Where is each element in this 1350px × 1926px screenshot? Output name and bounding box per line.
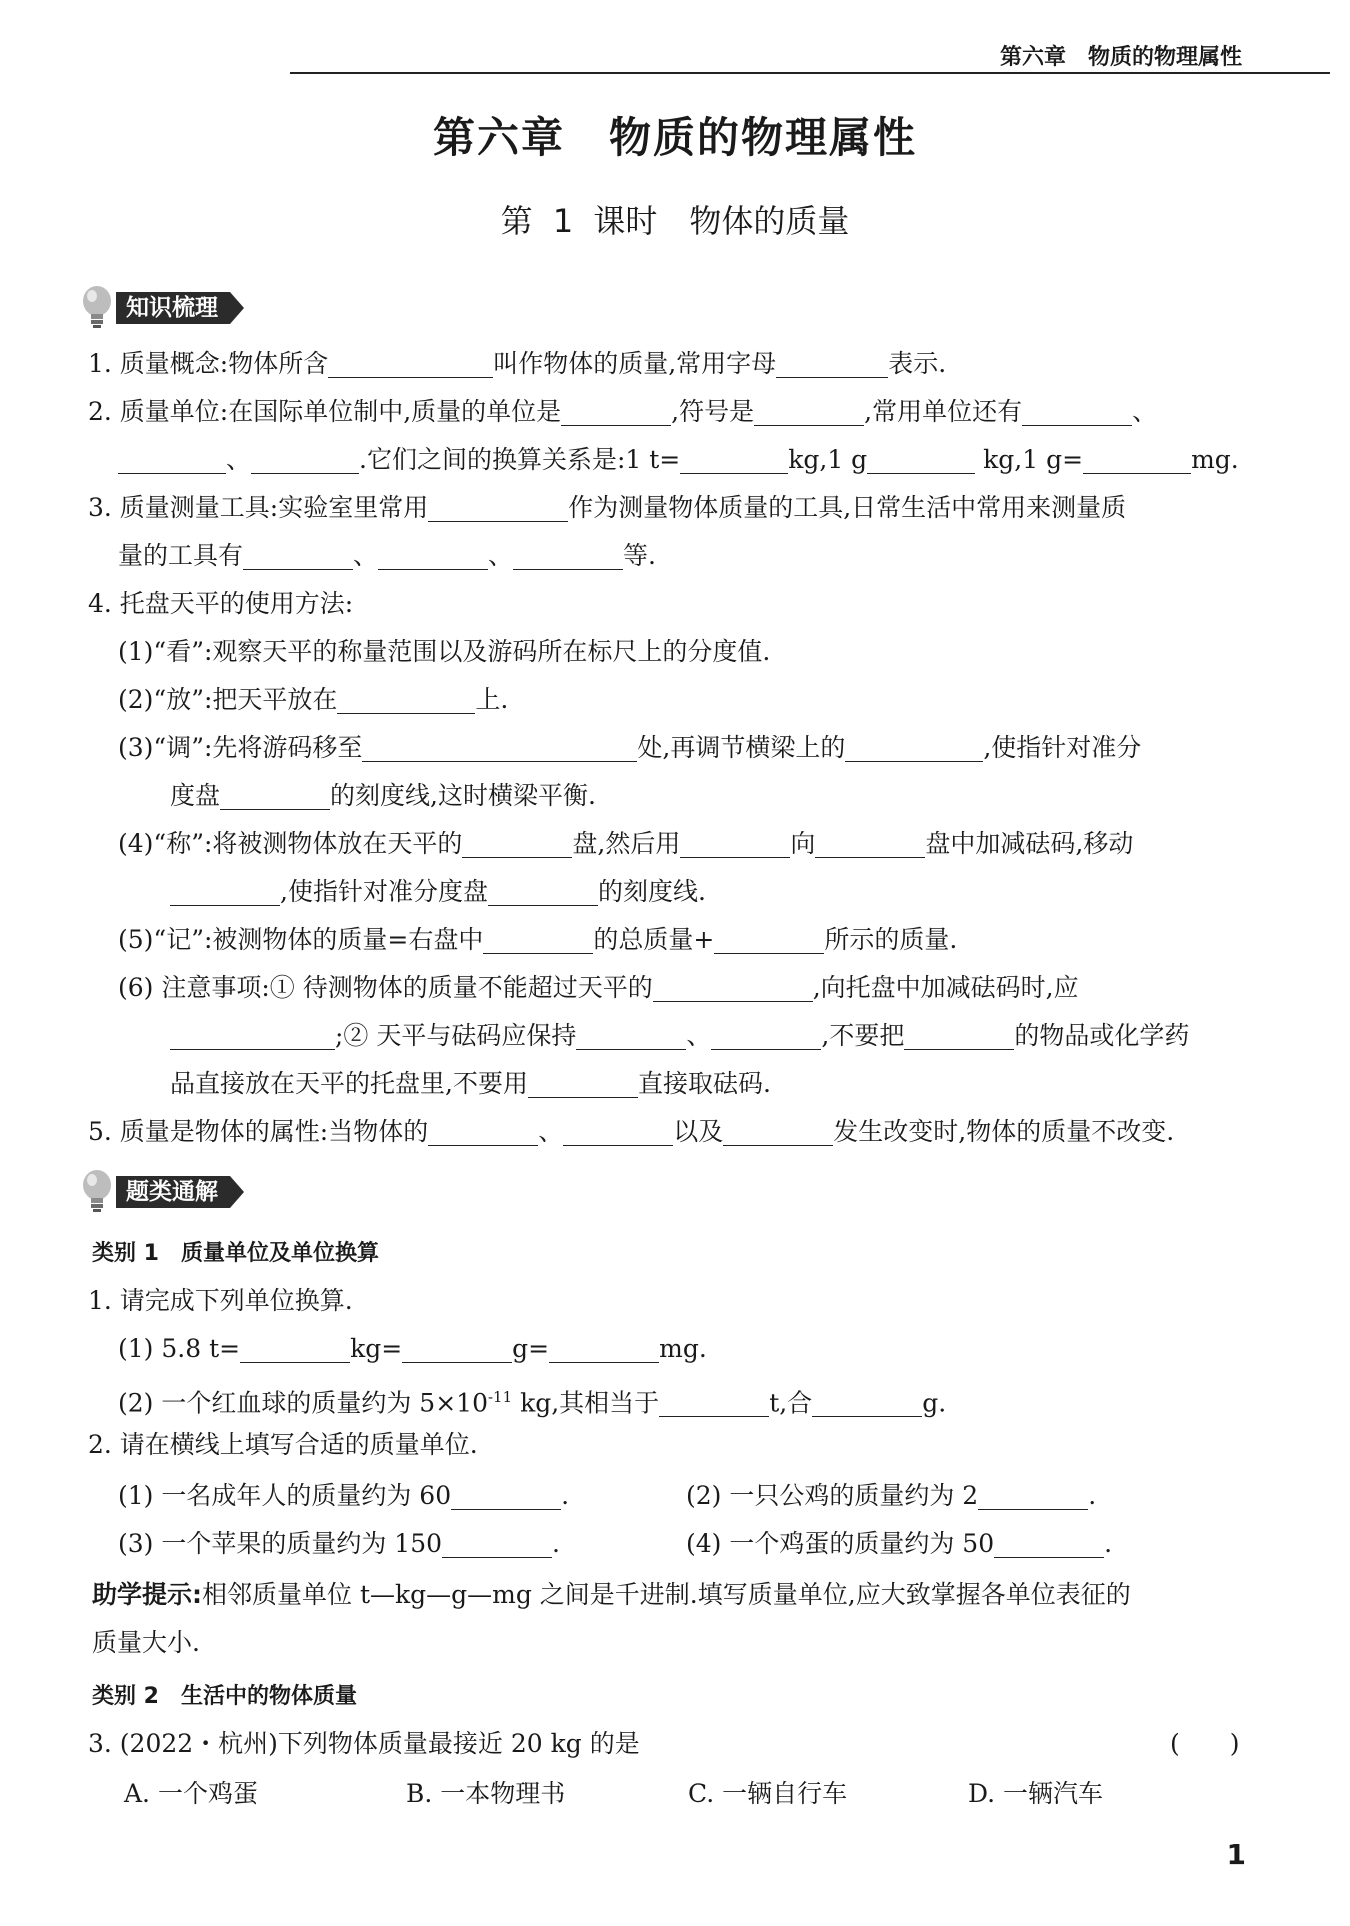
knowledge-item-1: 1. 质量概念:物体所含 叫作物体的质量,常用字母 表示. — [88, 349, 947, 378]
knowledge-item-5: 5. 质量是物体的属性:当物体的 、 以及 发生改变时,物体的质量不改变. — [88, 1117, 1175, 1146]
question-2-4: (4) 一个鸡蛋的质量约为 50 . — [686, 1529, 1113, 1558]
blank[interactable] — [451, 1483, 561, 1510]
blank[interactable] — [711, 1023, 821, 1050]
blank[interactable] — [428, 1119, 538, 1146]
blank[interactable] — [653, 975, 813, 1002]
hint-cont: 质量大小. — [92, 1628, 200, 1657]
hint-label: 助学提示: — [92, 1580, 202, 1609]
section-label: 知识梳理 — [116, 292, 230, 324]
blank[interactable] — [428, 495, 568, 522]
blank[interactable] — [378, 543, 488, 570]
section-label: 题类通解 — [116, 1176, 230, 1208]
knowledge-item-4-5: (5)“记”:被测物体的质量=右盘中 的总质量+ 所示的质量. — [118, 925, 958, 954]
blank[interactable] — [488, 879, 598, 906]
knowledge-item-4: 4. 托盘天平的使用方法: — [88, 589, 354, 618]
lightbulb-icon — [80, 1168, 114, 1214]
blank[interactable] — [680, 447, 788, 474]
blank[interactable] — [680, 831, 790, 858]
blank[interactable] — [867, 447, 975, 474]
blank[interactable] — [723, 1119, 833, 1146]
running-title: 第六章 物质的物理属性 — [999, 45, 1242, 70]
knowledge-item-4-3-cont: 度盘 的刻度线,这时横梁平衡. — [170, 781, 596, 810]
blank[interactable] — [549, 1336, 659, 1363]
knowledge-item-4-4-cont: ,使指针对准分度盘 的刻度线. — [170, 875, 706, 909]
blank[interactable] — [362, 735, 637, 762]
running-header — [290, 38, 1330, 74]
page-number: 1 — [1226, 1838, 1246, 1871]
blank[interactable] — [337, 687, 475, 714]
blank[interactable] — [462, 831, 572, 858]
blank[interactable] — [402, 1336, 512, 1363]
knowledge-item-4-2: (2)“放”:把天平放在 上. — [118, 685, 509, 714]
blank[interactable] — [1083, 447, 1191, 474]
blank[interactable] — [978, 1483, 1088, 1510]
question-2-2: (2) 一只公鸡的质量约为 2 . — [686, 1481, 1097, 1510]
knowledge-item-4-6-cont2: 品直接放在天平的托盘里,不要用 直接取砝码. — [170, 1069, 771, 1098]
lesson-title: 第 1 课时 物体的质量 — [500, 202, 850, 240]
blank[interactable] — [528, 1071, 638, 1098]
option-c[interactable]: C. 一辆自行车 — [688, 1779, 848, 1808]
option-b[interactable]: B. 一本物理书 — [406, 1779, 566, 1808]
knowledge-item-3: 3. 质量测量工具:实验室里常用 作为测量物体质量的工具,日常生活中常用来测量质 — [88, 493, 1127, 522]
lightbulb-icon — [80, 284, 114, 330]
blank[interactable] — [328, 351, 493, 378]
blank[interactable] — [776, 351, 888, 378]
blank[interactable] — [659, 1390, 769, 1417]
blank[interactable] — [483, 927, 593, 954]
blank[interactable] — [170, 1023, 335, 1050]
blank[interactable] — [845, 735, 983, 762]
option-d[interactable]: D. 一辆汽车 — [968, 1779, 1104, 1808]
blank[interactable] — [812, 1390, 922, 1417]
question-1-1: (1) 5.8 t= kg= g= mg. — [118, 1334, 707, 1363]
blank[interactable] — [714, 927, 824, 954]
blank[interactable] — [220, 783, 330, 810]
blank[interactable] — [170, 879, 280, 906]
chapter-title: 第六章 物质的物理属性 — [432, 113, 917, 162]
blank[interactable] — [576, 1023, 686, 1050]
blank[interactable] — [563, 1119, 673, 1146]
blank[interactable] — [561, 399, 671, 426]
blank[interactable] — [513, 543, 623, 570]
blank[interactable] — [994, 1531, 1104, 1558]
blank[interactable] — [1022, 399, 1132, 426]
blank[interactable] — [442, 1531, 552, 1558]
knowledge-item-2: 2. 质量单位:在国际单位制中,质量的单位是 ,符号是 ,常用单位还有 、 — [88, 397, 1158, 426]
blank[interactable] — [904, 1023, 1014, 1050]
category-2-heading: 类别 2 生活中的物体质量 — [92, 1684, 357, 1709]
question-2: 2. 请在横线上填写合适的质量单位. — [88, 1430, 478, 1459]
blank[interactable] — [118, 447, 226, 474]
question-1: 1. 请完成下列单位换算. — [88, 1286, 353, 1315]
answer-parenthesis[interactable]: ( ) — [1170, 1729, 1240, 1758]
blank[interactable] — [754, 399, 864, 426]
option-a[interactable]: A. 一个鸡蛋 — [124, 1779, 258, 1808]
knowledge-item-3-cont: 量的工具有 、 、 等. — [118, 541, 656, 570]
knowledge-item-4-3: (3)“调”:先将游码移至 处,再调节横梁上的 ,使指针对准分 — [118, 733, 1142, 762]
knowledge-item-4-1: (1)“看”:观察天平的称量范围以及游码所在标尺上的分度值. — [118, 637, 771, 666]
question-3: 3. (2022・杭州)下列物体质量最接近 20 kg 的是 — [88, 1729, 640, 1758]
question-2-1: (1) 一名成年人的质量约为 60 . — [118, 1481, 570, 1510]
knowledge-item-4-6: (6) 注意事项:① 待测物体的质量不能超过天平的 ,向托盘中加减砝码时,应 — [118, 973, 1079, 1002]
blank[interactable] — [251, 447, 359, 474]
knowledge-item-4-6-cont: ;② 天平与砝码应保持 、 ,不要把 的物品或化学药 — [170, 1019, 1189, 1053]
blank[interactable] — [815, 831, 925, 858]
question-1-2: (2) 一个红血球的质量约为 $5\times 10^{-11}$ kg,其相当于 t,合 g. — [118, 1388, 947, 1418]
hint: 助学提示:相邻质量单位 t—kg—g—mg 之间是千进制.填写质量单位,应大致掌握各单位表征的 — [92, 1580, 1131, 1609]
knowledge-item-2-cont: 、 .它们之间的换算关系是:1 t= kg,1 g kg,1 g= mg. — [118, 443, 1239, 477]
knowledge-item-4-4: (4)“称”:将被测物体放在天平的 盘,然后用 向 盘中加减砝码,移动 — [118, 829, 1134, 858]
category-1-heading: 类别 1 质量单位及单位换算 — [92, 1241, 379, 1266]
blank[interactable] — [243, 543, 353, 570]
blank[interactable] — [240, 1336, 350, 1363]
question-2-3: (3) 一个苹果的质量约为 150 . — [118, 1529, 560, 1558]
